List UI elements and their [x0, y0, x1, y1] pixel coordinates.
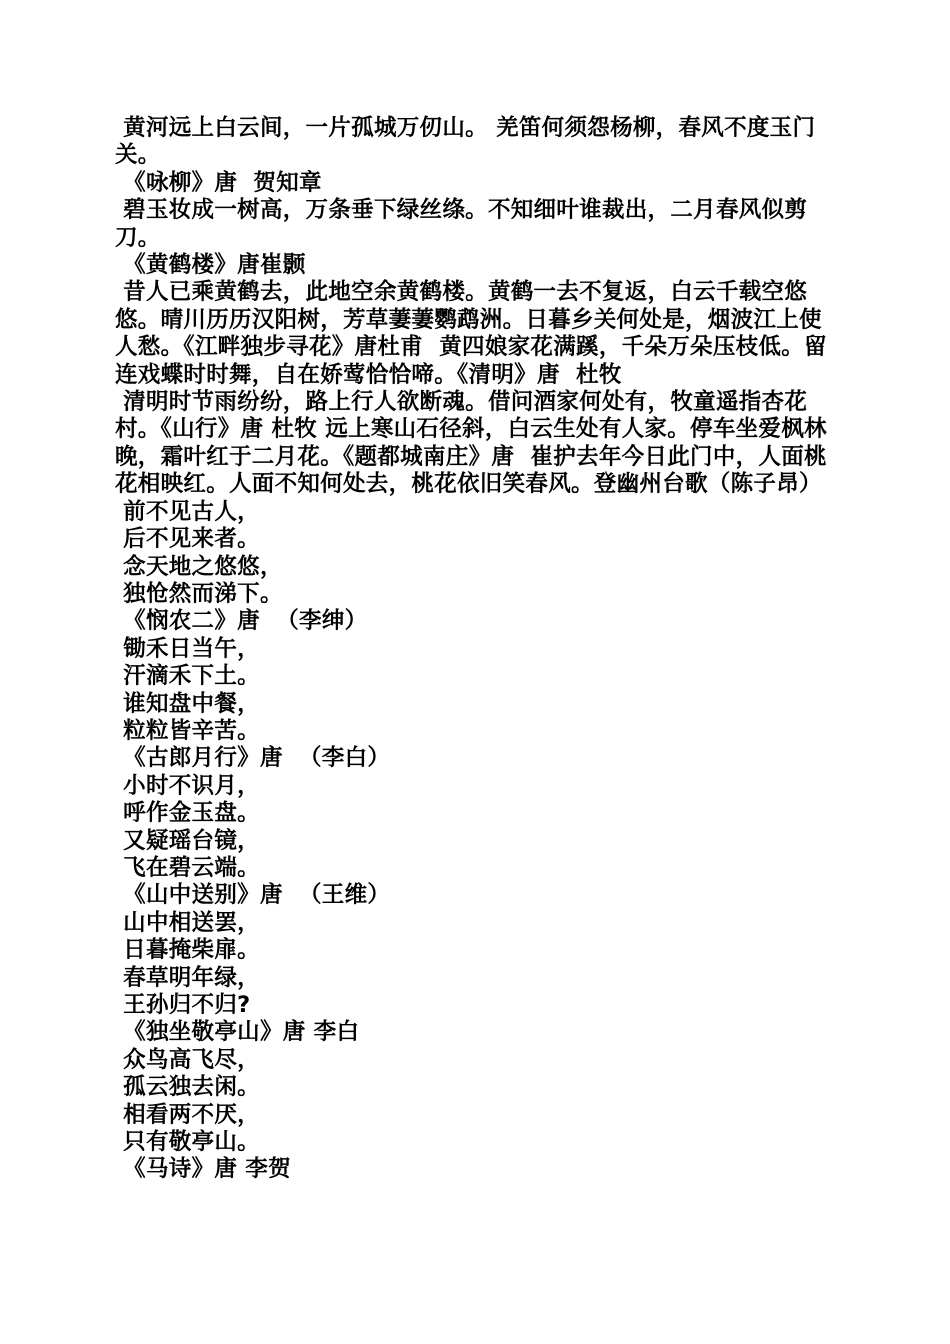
poem-line: 粒粒皆辛苦。	[115, 717, 260, 744]
poem-line: 谁知盘中餐，	[115, 690, 260, 717]
poem-title: 《咏柳》唐 贺知章	[115, 169, 322, 196]
poem-line: 相看两不厌，	[115, 1101, 260, 1128]
poem-line: 念天地之悠悠，	[115, 553, 283, 580]
document-page	[115, 115, 840, 1184]
text-line: 昔人已乘黄鹤去，此地空余黄鹤楼。黄鹤一去不复返，白云千载空悠悠。晴川历历汉阳树，芳草萋萋鹦鹉洲。日暮乡关何处是，烟波江上使人愁。《江畔独步寻花》唐杜甫 黄四娘家花满蹊，千朵万朵压枝低。留连戏蝶时时舞，自在娇莺恰恰啼。《清明》唐 杜牧	[115, 279, 827, 388]
poem-line: 前不见古人，	[115, 498, 260, 525]
poem-line: 孤云独去闲。	[115, 1074, 260, 1101]
poem-line: 小时不识月，	[115, 772, 260, 799]
poem-line: 只有敬亭山。	[115, 1129, 260, 1156]
poem-line: 独怆然而涕下。	[115, 580, 283, 607]
poem-title: 《黄鹤楼》唐崔颢	[115, 252, 306, 279]
poem-title: 《古郎月行》唐 （李白）	[115, 745, 391, 772]
poem-line: 后不见来者。	[115, 526, 260, 553]
poem-line: 呼作金玉盘。	[115, 800, 260, 827]
text-line: 清明时节雨纷纷，路上行人欲断魂。借问酒家何处有，牧童遥指杏花村。《山行》唐 杜牧 远上寒山石径斜，白云生处有人家。停车坐爱枫林晚，霜叶红于二月花。《题都城南庄》唐 崔护去年今日此门中，人面桃花相映红。人面不知何处去，桃花依旧笑春风。登幽州台歌（陈子昂）	[115, 389, 827, 498]
poem-line: 又疑瑶台镜，	[115, 827, 260, 854]
poem-line: 王孙归不归?	[115, 992, 251, 1018]
poem-line: 汗滴禾下土。	[115, 663, 260, 690]
poem-line: 日暮掩柴扉。	[115, 937, 260, 964]
poem-line: 锄禾日当午，	[115, 635, 260, 662]
poem-title: 《山中送别》唐 （王维）	[115, 882, 391, 909]
poem-title: 《悯农二》唐 （李绅）	[115, 608, 368, 635]
poem-line: 众鸟高飞尽，	[115, 1046, 260, 1073]
poem-line: 飞在碧云端。	[115, 854, 260, 881]
poem-line: 春草明年绿，	[115, 964, 260, 991]
poem-title: 《独坐敬亭山》唐 李白	[115, 1019, 360, 1046]
poem-line: 山中相送罢，	[115, 909, 260, 936]
text-line: 碧玉妆成一树高，万条垂下绿丝绦。不知细叶谁裁出，二月春风似剪刀。	[115, 197, 808, 251]
text-line: 黄河远上白云间，一片孤城万仞山。 羌笛何须怨杨柳，春风不度玉门关。	[115, 115, 816, 169]
poem-title: 《马诗》唐 李贺	[115, 1156, 291, 1183]
